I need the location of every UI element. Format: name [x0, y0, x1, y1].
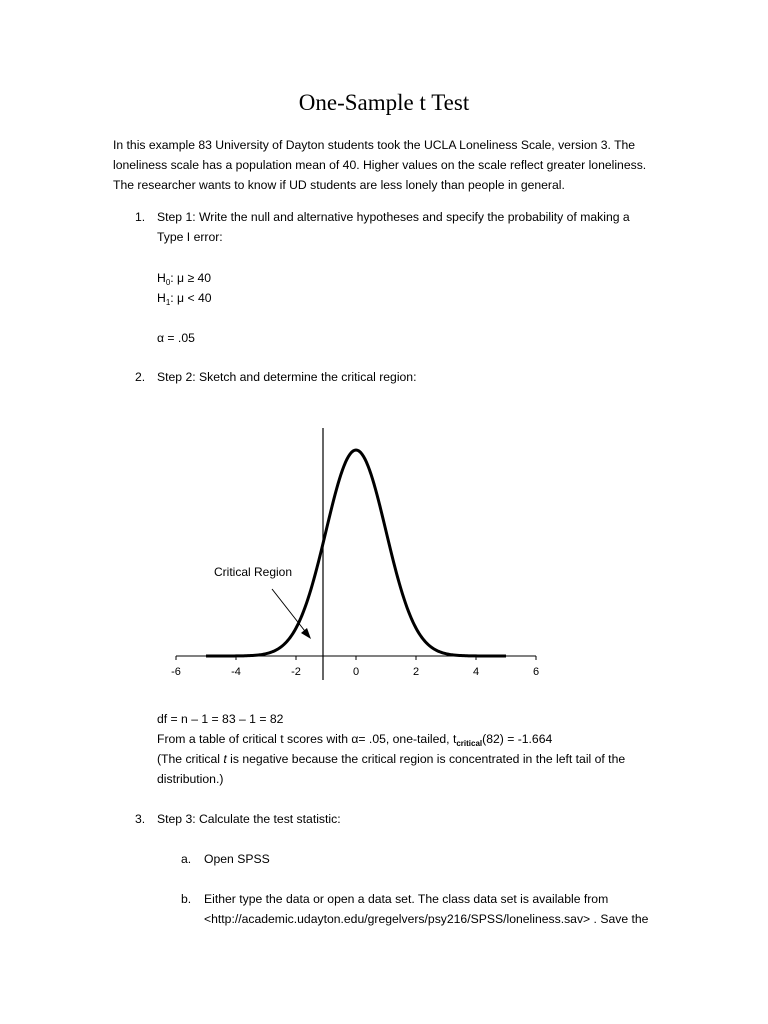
critical-region-label: Critical Region: [214, 565, 293, 579]
critical-note-post: is negative because the critical region is concentrated in the left tail of the: [226, 752, 626, 766]
step3-text: Step 3: Calculate the test statistic:: [157, 812, 341, 826]
critical-subscript: critical: [456, 739, 483, 748]
step1-line: Type I error:: [157, 230, 223, 244]
page-title: One-Sample t Test: [298, 90, 470, 115]
x-tick-label: 4: [472, 666, 480, 678]
step2-number: 2.: [135, 370, 146, 384]
step2-text: Step 2: Sketch and determine the critical region:: [157, 370, 417, 384]
x-tick-label: -6: [171, 666, 181, 678]
h1-text: : μ < 40: [170, 291, 212, 305]
degrees-of-freedom: df = n – 1 = 83 – 1 = 82: [157, 712, 284, 726]
x-tick-label: 0: [352, 666, 360, 678]
critical-note-pre: (The critical: [157, 752, 224, 766]
step3a-text: Open SPSS: [204, 852, 270, 866]
x-tick-label: -4: [231, 666, 241, 678]
x-tick-label: 6: [532, 666, 540, 678]
critical-text-pre: From a table of critical t scores with α= .05, one-tailed, t: [157, 732, 457, 746]
step3a-label: a.: [181, 852, 192, 866]
h1-subscript: 1: [165, 298, 171, 307]
step3b-link[interactable]: <http://academic.udayton.edu/gregelvers/psy216/SPSS/loneliness.sav> . Save the: [204, 912, 649, 926]
intro-line: The researcher wants to know if UD students are less lonely than people in general.: [113, 178, 565, 192]
critical-note-line2: distribution.): [157, 772, 224, 786]
step3b-line: Either type the data or open a data set. The class data set is available from: [204, 892, 609, 906]
h0-symbol: H: [157, 271, 166, 285]
step1-number: 1.: [135, 210, 146, 224]
critical-note: [157, 749, 625, 769]
step3b-label: b.: [181, 892, 192, 906]
density-curve: [206, 450, 506, 656]
h0-subscript: 0: [165, 278, 171, 287]
h0-text: : μ ≥ 40: [170, 271, 212, 285]
x-tick-label: 2: [412, 666, 420, 678]
step1-line: Step 1: Write the null and alternative hypotheses and specify the probability of making a: [157, 210, 630, 224]
alpha-level: α = .05: [157, 331, 195, 345]
intro-line: In this example 83 University of Dayton students took the UCLA Loneliness Scale, version 3. The: [113, 138, 636, 152]
intro-line: loneliness scale has a population mean of 40. Higher values on the scale reflect greater loneliness.: [113, 158, 647, 172]
step3-number: 3.: [135, 812, 146, 826]
critical-text-post: (82) = -1.664: [482, 732, 553, 746]
x-tick-label: -2: [291, 666, 301, 678]
h1-symbol: H: [157, 291, 166, 305]
critical-note-t: t: [223, 752, 227, 766]
arrow-head-icon: [301, 628, 311, 639]
step3b-text: [204, 889, 648, 929]
